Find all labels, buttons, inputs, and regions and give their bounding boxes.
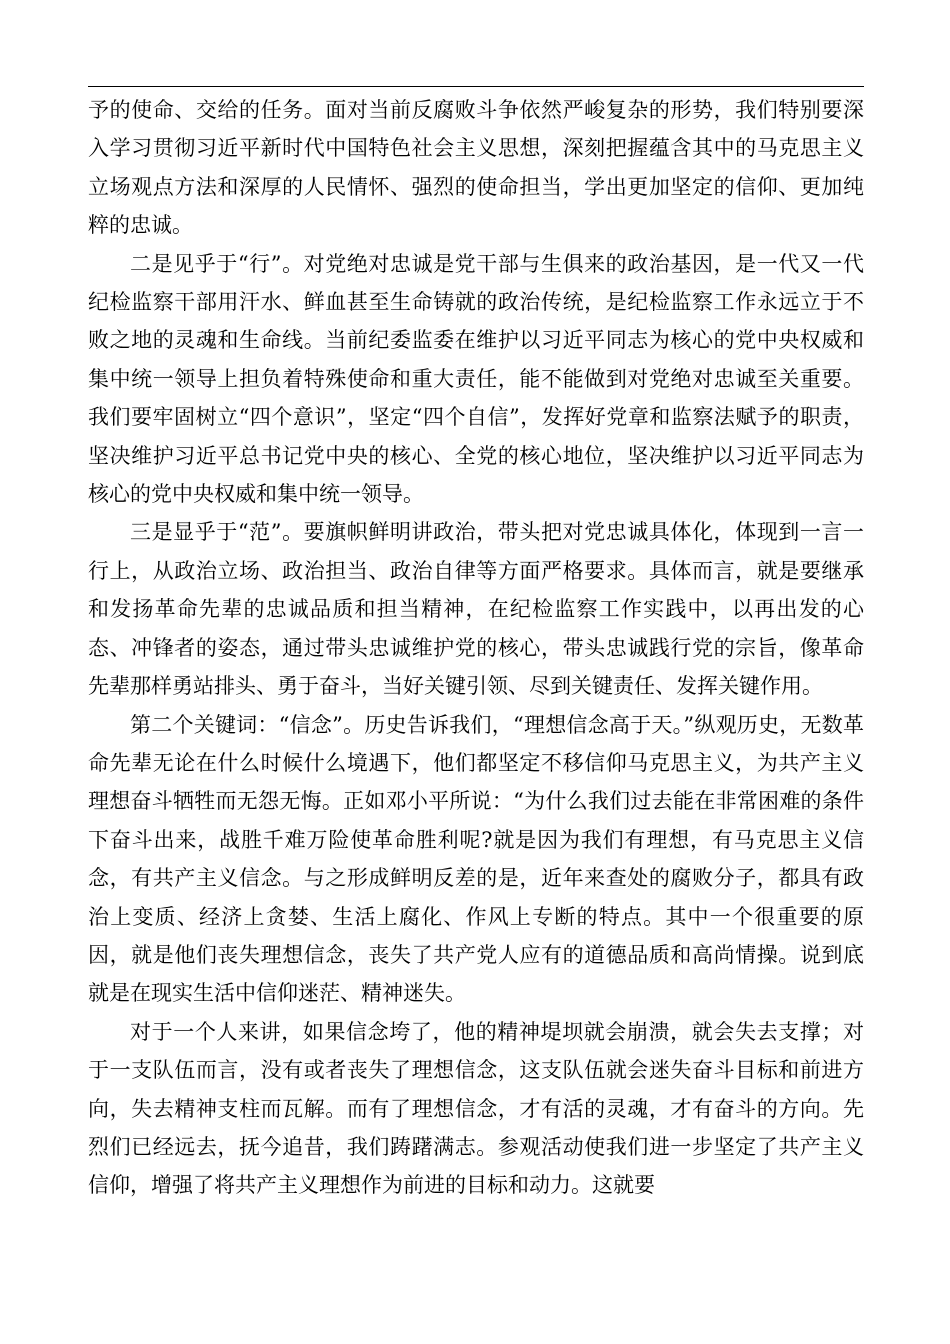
paragraph-example: 三是显乎于“范”。要旗帜鲜明讲政治，带头把对党忠诚具体化，体现到一言一行上，从政治立场、政治担当、政治自律等方面严格要求。具体而言，就是要继承和发扬革命先辈的忠诚品质和担当精神，在纪检监察工作实践中，以再出发的心态、冲锋者的姿态，通过带头忠诚维护党的核心，带头忠诚践行党的宗旨，像革命先辈那样勇站排头、勇于奋斗，当好关键引领、尽到关键责任、发挥关键作用。 [88,520,864,699]
document-page [88,86,864,1205]
paragraph-conduct: 二是见乎于“行”。对党绝对忠诚是党干部与生俱来的政治基因，是一代又一代纪检监察干部用汗水、鲜血甚至生命铸就的政治传统，是纪检监察工作永远立于不败之地的灵魂和生命线。当前纪委监委在维护以习近平同志为核心的党中央权威和集中统一领导上担负着特殊使命和重大责任，能不能做到对党绝对忠诚至关重要。我们要牢固树立“四个意识”，坚定“四个自信”，发挥好党章和监察法赋予的职责，坚决维护习近平总书记党中央的核心、全党的核心地位，坚决维护以习近平同志为核心的党中央权威和集中统一领导。 [88,251,864,507]
paragraph-conviction: 对于一个人来讲，如果信念垮了，他的精神堤坝就会崩溃，就会失去支撑；对于一支队伍而言，没有或者丧失了理想信念，这支队伍就会迷失奋斗目标和前进方向，失去精神支柱而瓦解。而有了理想信念，才有活的灵魂，才有奋斗的方向。先烈们已经远去，抚今追昔，我们踌躇满志。参观活动使我们进一步坚定了共产主义信仰，增强了将共产主义理想作为前进的目标和动力。这就要 [88,1019,864,1198]
header-rule [88,86,864,87]
paragraph-keyword-belief: 第二个关键词：“信念”。历史告诉我们，“理想信念高于天。”纵观历史，无数革命先辈无论在什么时候什么境遇下，他们都坚定不移信仰马克思主义，为共产主义理想奋斗牺牲而无怨无悔。正如邓小平所说：“为什么我们过去能在非常困难的条件下奋斗出来，战胜千难万险使革命胜利呢?就是因为我们有理想，有马克思主义信念，有共产主义信念。与之形成鲜明反差的是，近年来查处的腐败分子，都具有政治上变质、经济上贪婪、生活上腐化、作风上专断的特点。其中一个很重要的原因，就是他们丧失理想信念，丧失了共产党人应有的道德品质和高尚情操。说到底就是在现实生活中信仰迷茫、精神迷失。 [88,712,864,1006]
paragraph-continued: 予的使命、交给的任务。面对当前反腐败斗争依然严峻复杂的形势，我们特别要深入学习贯彻习近平新时代中国特色社会主义思想，深刻把握蕴含其中的马克思主义立场观点方法和深厚的人民情怀、强烈的使命担当，学出更加坚定的信仰、更加纯粹的忠诚。 [88,98,864,238]
document-body [88,91,864,1205]
